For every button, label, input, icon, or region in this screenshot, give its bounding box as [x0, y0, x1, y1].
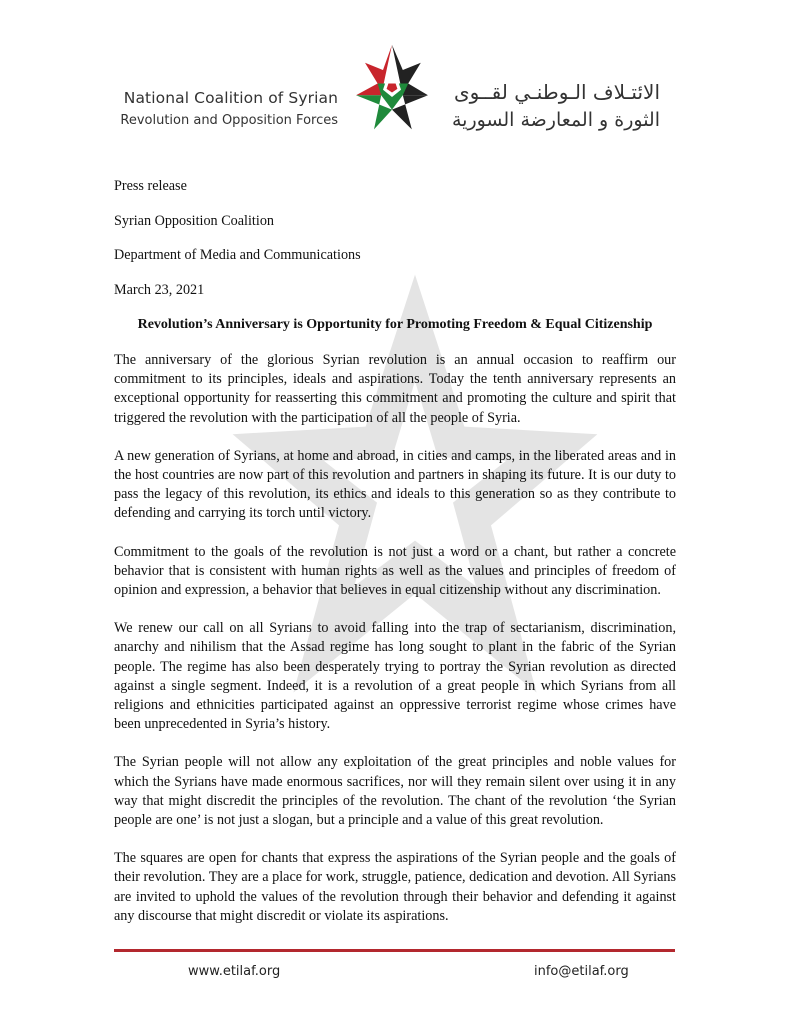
paragraph: A new generation of Syrians, at home and abroad, in cities and camps, in the liberated areas and in the host countries are now part of this revolution and partners in shaping its future. It is our duty to pass the legacy of this revolution, its ethics and ideals to this generation so as they contribute to defending and carrying its torch until victory. [114, 447, 676, 522]
paragraph: We renew our call on all Syrians to avoid falling into the trap of sectarianism, discrimination, anarchy and nihilism that the Assad regime has long sought to plant in the fabric of the Syrian people. The regime has also been desperately trying to portray the Syrian revolution as directed against a single segment. Indeed, it is a revolution of a great people in which Syrians from all religions and ethnicities participated against an oppressive terrorist regime whose crimes have been unprecedented in Syria’s history. [114, 620, 676, 733]
press-release-title: Revolution’s Anniversary is Opportunity for Promoting Freedom & Equal Citizenship [137, 317, 653, 332]
org-name-english-line2: Revolution and Opposition Forces [120, 113, 338, 128]
org-name-arabic [445, 78, 660, 134]
email-link[interactable]: info@etilaf.org [534, 964, 629, 979]
release-date: March 23, 2021 [114, 281, 205, 298]
org-name-english [120, 88, 338, 131]
letterhead [0, 0, 788, 150]
paragraph: The Syrian people will not allow any exploitation of the great principles and noble values for which the Syrians have made enormous sacrifices, nor will they remain silent over using it in any way that might discredit the principles of the revolution. The chant of the revolution ‘the Syrian people are one’ is not just a slogan, but a principle and a value of this great revolution. [114, 754, 676, 829]
paragraph: The squares are open for chants that express the aspirations of the Syrian people and the goals of their revolution. They are a place for work, struggle, patience, dedication and devotion. All Syrians are invited to uphold the values of the revolution through their behavior and defending it against any discourse that might discredit or violate its aspirations. [114, 850, 676, 924]
doc-type: Press release [114, 178, 187, 194]
website-link[interactable]: www.etilaf.org [188, 964, 281, 979]
org-name-arabic-line2: الثورة و المعارضة السورية [451, 109, 660, 131]
department-name: Department of Media and Communications [114, 247, 361, 263]
org-name-english-line1: National Coalition of Syrian [123, 89, 338, 107]
paragraph: Commitment to the goals of the revolution is not just a word or a chant, but rather a concrete behavior that is consistent with human rights as well as the values and principles of freedom of opinion and expression, a behavior that believes in equal citizenship without any discrimination. [114, 543, 676, 599]
org-name-arabic-line1: الائتـلاف الـوطنـي لقــوى [453, 80, 660, 104]
coalition-star-logo-icon [346, 43, 438, 133]
paragraph: The anniversary of the glorious Syrian revolution is an annual occasion to reaffirm our commitment to its principles, ideals and aspirations. Today the tenth anniversary represents an exceptional opportunity for reasserting this commitment and promoting the culture and spirit that triggered the revolution with the participation of all the people of Syria. [114, 352, 676, 426]
press-release-body [114, 178, 676, 945]
organization-name: Syrian Opposition Coalition [114, 212, 275, 229]
footer-divider [114, 949, 675, 952]
